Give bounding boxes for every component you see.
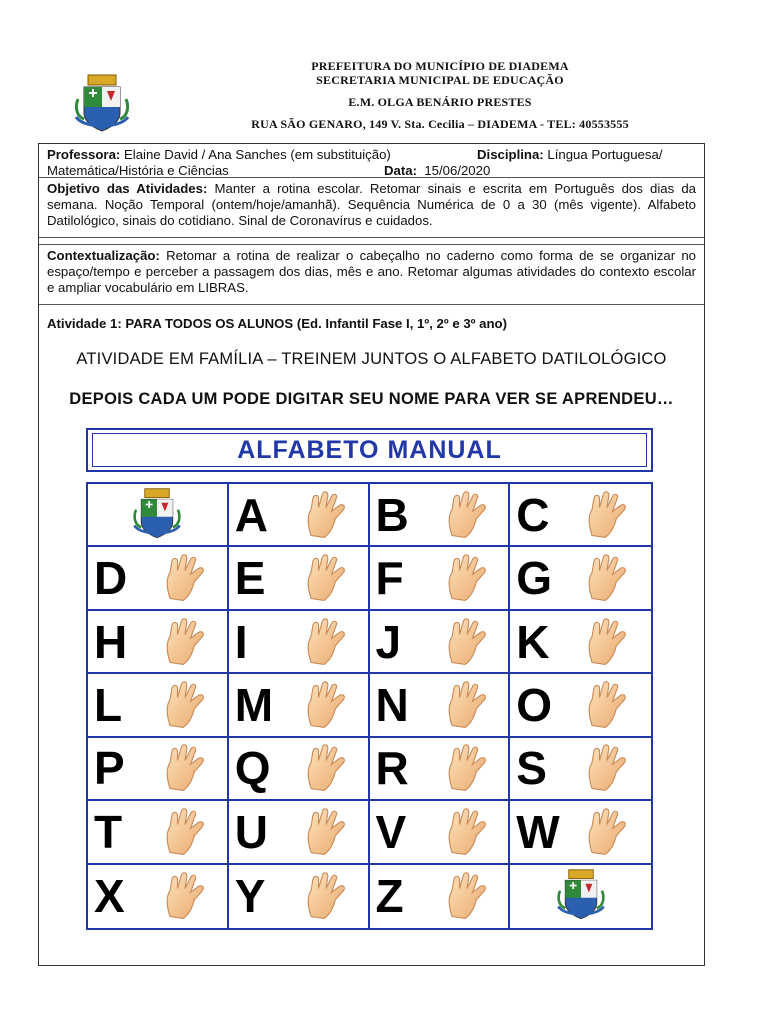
hand-sign-p-icon bbox=[156, 740, 214, 796]
letter-d: D bbox=[94, 552, 127, 605]
hand-sign-f-icon bbox=[438, 550, 496, 606]
hand-sign-n-icon bbox=[438, 677, 496, 733]
header-school-name: E.M. OLGA BENÁRIO PRESTES bbox=[348, 95, 532, 109]
letter-n: N bbox=[375, 678, 408, 731]
letter-cell-w bbox=[510, 801, 651, 864]
letter-cell-e bbox=[229, 547, 370, 610]
letter-j: J bbox=[375, 615, 401, 668]
letter-cell-p bbox=[88, 738, 229, 801]
header-secretaria: SECRETARIA MUNICIPAL DE EDUCAÇÃO bbox=[316, 73, 564, 87]
letter-cell-s bbox=[510, 738, 651, 801]
hand-sign-a-icon bbox=[297, 487, 355, 543]
objetivo-label: Objetivo das Atividades: bbox=[47, 181, 208, 196]
hand-sign-l-icon bbox=[156, 677, 214, 733]
letter-cell-a bbox=[229, 484, 370, 547]
letter-cell-t bbox=[88, 801, 229, 864]
hand-sign-i-icon bbox=[297, 614, 355, 670]
diadema-crest-icon bbox=[546, 868, 616, 924]
hand-sign-t-icon bbox=[156, 804, 214, 860]
letter-i: I bbox=[234, 615, 247, 668]
header-prefeitura: PREFEITURA DO MUNICÍPIO DE DIADEMA bbox=[311, 59, 569, 73]
contexto-text: Retomar a rotina de realizar o cabeçalho no caderno como forma de se organizar no espaço/tempo e perceber a passagem dos dias, mês e ano. Retomar algumas atividades do contexto escolar e ampliar vocabulário em LIBRAS. bbox=[47, 248, 696, 295]
objetivo-row bbox=[39, 178, 704, 238]
letter-y: Y bbox=[234, 870, 265, 923]
letter-k: K bbox=[516, 615, 549, 668]
hand-sign-y-icon bbox=[297, 868, 355, 924]
crest-cell bbox=[510, 865, 651, 928]
letter-cell-q bbox=[229, 738, 370, 801]
letter-cell-o bbox=[510, 674, 651, 737]
letter-w: W bbox=[516, 805, 559, 858]
letter-z: Z bbox=[375, 870, 403, 923]
municipal-crest-icon bbox=[72, 72, 132, 138]
letter-c: C bbox=[516, 488, 549, 541]
alfabeto-banner bbox=[86, 428, 653, 472]
hand-sign-c-icon bbox=[578, 487, 636, 543]
letter-cell-x bbox=[88, 865, 229, 928]
hand-sign-d-icon bbox=[156, 550, 214, 606]
letter-b: B bbox=[375, 488, 408, 541]
letter-cell-r bbox=[370, 738, 511, 801]
letter-v: V bbox=[375, 805, 406, 858]
letter-cell-z bbox=[370, 865, 511, 928]
info-row bbox=[39, 144, 704, 178]
letter-t: T bbox=[94, 805, 122, 858]
letter-cell-m bbox=[229, 674, 370, 737]
hand-sign-e-icon bbox=[297, 550, 355, 606]
letter-q: Q bbox=[234, 742, 270, 795]
crest-cell bbox=[88, 484, 229, 547]
letter-cell-l bbox=[88, 674, 229, 737]
letter-x: X bbox=[94, 870, 124, 923]
letter-cell-d bbox=[88, 547, 229, 610]
hand-sign-r-icon bbox=[438, 740, 496, 796]
letter-m: M bbox=[234, 678, 273, 731]
letter-cell-i bbox=[229, 611, 370, 674]
letter-p: P bbox=[94, 742, 124, 795]
hand-sign-v-icon bbox=[438, 804, 496, 860]
letter-cell-v bbox=[370, 801, 511, 864]
letter-cell-j bbox=[370, 611, 511, 674]
letter-cell-u bbox=[229, 801, 370, 864]
data-value: 15/06/2020 bbox=[424, 163, 491, 178]
professora-value: Elaine David / Ana Sanches (em substituição) bbox=[123, 147, 391, 162]
hand-sign-w-icon bbox=[578, 804, 636, 860]
atividade-instruction: DEPOIS CADA UM PODE DIGITAR SEU NOME PARA VER SE APRENDEU… bbox=[69, 390, 674, 408]
letter-f: F bbox=[375, 552, 403, 605]
letter-u: U bbox=[234, 805, 267, 858]
letter-cell-f bbox=[370, 547, 511, 610]
hand-sign-q-icon bbox=[297, 740, 355, 796]
header-address: RUA SÃO GENARO, 149 V. Sta. Cecilia – DIADEMA - TEL: 40553555 bbox=[251, 117, 629, 131]
objetivo-text: Manter a rotina escolar. Retomar sinais e escrita em Português dos dias da semana. Noção Temporal (ontem/hoje/amanhã). Sequência Numérica de 0 a 30 (mês vigente). Alfabeto Datilológico, sinais do cotidiano. Sinal de Coronavírus e cuidados. bbox=[47, 181, 696, 228]
letter-l: L bbox=[94, 678, 122, 731]
disciplina-value: Língua Portuguesa/ bbox=[547, 147, 663, 162]
disciplina-label: Disciplina: bbox=[477, 147, 544, 162]
hand-sign-b-icon bbox=[438, 487, 496, 543]
letter-s: S bbox=[516, 742, 546, 795]
letter-g: G bbox=[516, 552, 552, 605]
atividade-title: Atividade 1: PARA TODOS OS ALUNOS (Ed. Infantil Fase I, 1º, 2º e 3º ano) bbox=[47, 316, 507, 331]
hand-sign-u-icon bbox=[297, 804, 355, 860]
letter-r: R bbox=[375, 742, 408, 795]
letter-cell-g bbox=[510, 547, 651, 610]
disciplina-continued: Matemática/História e Ciências bbox=[47, 163, 229, 178]
professora-label: Professora: bbox=[47, 147, 121, 162]
contexto-row bbox=[39, 244, 704, 305]
letter-a: A bbox=[234, 488, 267, 541]
hand-sign-h-icon bbox=[156, 614, 214, 670]
alfabeto-title: ALFABETO MANUAL bbox=[237, 435, 502, 464]
hand-sign-x-icon bbox=[156, 868, 214, 924]
letter-h: H bbox=[94, 615, 127, 668]
letter-cell-y bbox=[229, 865, 370, 928]
letter-cell-b bbox=[370, 484, 511, 547]
hand-sign-o-icon bbox=[578, 677, 636, 733]
data-label: Data: bbox=[384, 163, 417, 178]
letter-e: E bbox=[234, 552, 265, 605]
letter-cell-k bbox=[510, 611, 651, 674]
letter-cell-h bbox=[88, 611, 229, 674]
hand-sign-s-icon bbox=[578, 740, 636, 796]
diadema-crest-icon bbox=[122, 487, 192, 543]
hand-sign-k-icon bbox=[578, 614, 636, 670]
hand-sign-g-icon bbox=[578, 550, 636, 606]
atividade-familia: ATIVIDADE EM FAMÍLIA – TREINEM JUNTOS O ALFABETO DATILOLÓGICO bbox=[76, 350, 667, 368]
contexto-label: Contextualização: bbox=[47, 248, 160, 263]
hand-sign-z-icon bbox=[438, 868, 496, 924]
letter-o: O bbox=[516, 678, 552, 731]
letter-cell-c bbox=[510, 484, 651, 547]
letter-cell-n bbox=[370, 674, 511, 737]
alphabet-grid bbox=[86, 482, 653, 930]
hand-sign-m-icon bbox=[297, 677, 355, 733]
hand-sign-j-icon bbox=[438, 614, 496, 670]
